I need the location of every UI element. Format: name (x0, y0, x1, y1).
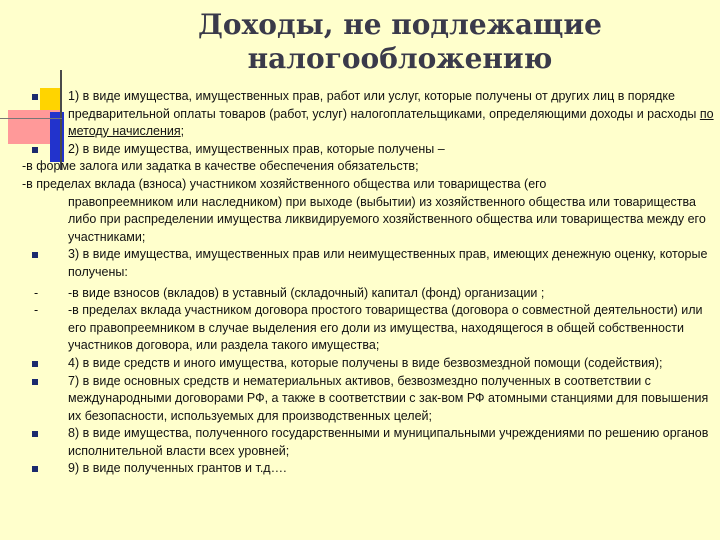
title-line-2: налогообложению (247, 42, 553, 75)
item-text: 4) в виде средств и иного имущества, которые получены в виде безвозмездной помощи (содействия); (68, 355, 663, 370)
list-item (22, 460, 714, 478)
list-item (22, 373, 714, 426)
item-text: -в виде взносов (вкладов) в уставный (складочный) капитал (фонд) организации ; (68, 285, 545, 300)
list-item (22, 176, 714, 246)
bullet-icon (32, 94, 38, 100)
dash-mark: - (34, 303, 39, 318)
slide-title (150, 8, 650, 76)
list-item (22, 302, 714, 355)
item-text-continued: правопреемником или наследником) при выходе (выбытии) из хозяйственного общества или товарищества либо при распределении имущества ликвидируемого хозяйственного общества или товарищества между его участниками; (68, 194, 706, 244)
item-text: 7) в виде основных средств и нематериальных активов, безвозмездно полученных в соответствии с международными договорами РФ, а также в соответствии с зак-вом РФ атомными станциями для повышения их безопасности, используемых для производственных целей; (68, 373, 709, 423)
item-text: 3) в виде имущества, имущественных прав или неимущественных прав, имеющих денежную оценку, которые получены: (68, 247, 708, 279)
slide-content (22, 88, 714, 478)
list-item (22, 158, 714, 176)
bullet-icon (32, 361, 38, 367)
list-item (22, 285, 714, 303)
dash-mark: - (34, 285, 39, 300)
list-item (22, 88, 714, 141)
bullet-icon (32, 252, 38, 258)
list-item (22, 355, 714, 373)
item-text: -в пределах вклада (взноса) участником хозяйственного общества или товарищества (его (22, 176, 547, 191)
item-text: 8) в виде имущества, полученного государственными и муниципальными учреждениями по решению органов исполнительной власти всех уровней; (68, 426, 709, 458)
item-text: 2) в виде имущества, имущественных прав, которые получены – (68, 141, 445, 156)
item-text: -в пределах вклада участником договора простого товарищества (договора о совместной деятельности) или его правопреемником в случае выделения его доли из имущества, находящегося в общей собственности участников договора, или раздела такого имущества; (68, 303, 703, 353)
item-text: 1) в виде имущества, имущественных прав, работ или услуг, которые получены от других лиц в порядке предварительной оплаты товаров (работ, услуг) налогоплательщиками, определяющими доходы и расходы (68, 89, 700, 121)
bullet-icon (32, 466, 38, 472)
item-text: -в форме залога или задатка в качестве обеспечения обязательств; (22, 159, 419, 174)
bullet-icon (32, 431, 38, 437)
list-item (22, 425, 714, 460)
bullet-icon (32, 147, 38, 153)
item-text: 9) в виде полученных грантов и т.д…. (68, 461, 287, 476)
list-item (22, 141, 714, 159)
bullet-icon (32, 379, 38, 385)
title-line-1: Доходы, не подлежащие (198, 8, 602, 41)
list-item (22, 246, 714, 281)
item-text-end: ; (180, 124, 185, 139)
underlined-term: по методу начисления (68, 106, 714, 139)
